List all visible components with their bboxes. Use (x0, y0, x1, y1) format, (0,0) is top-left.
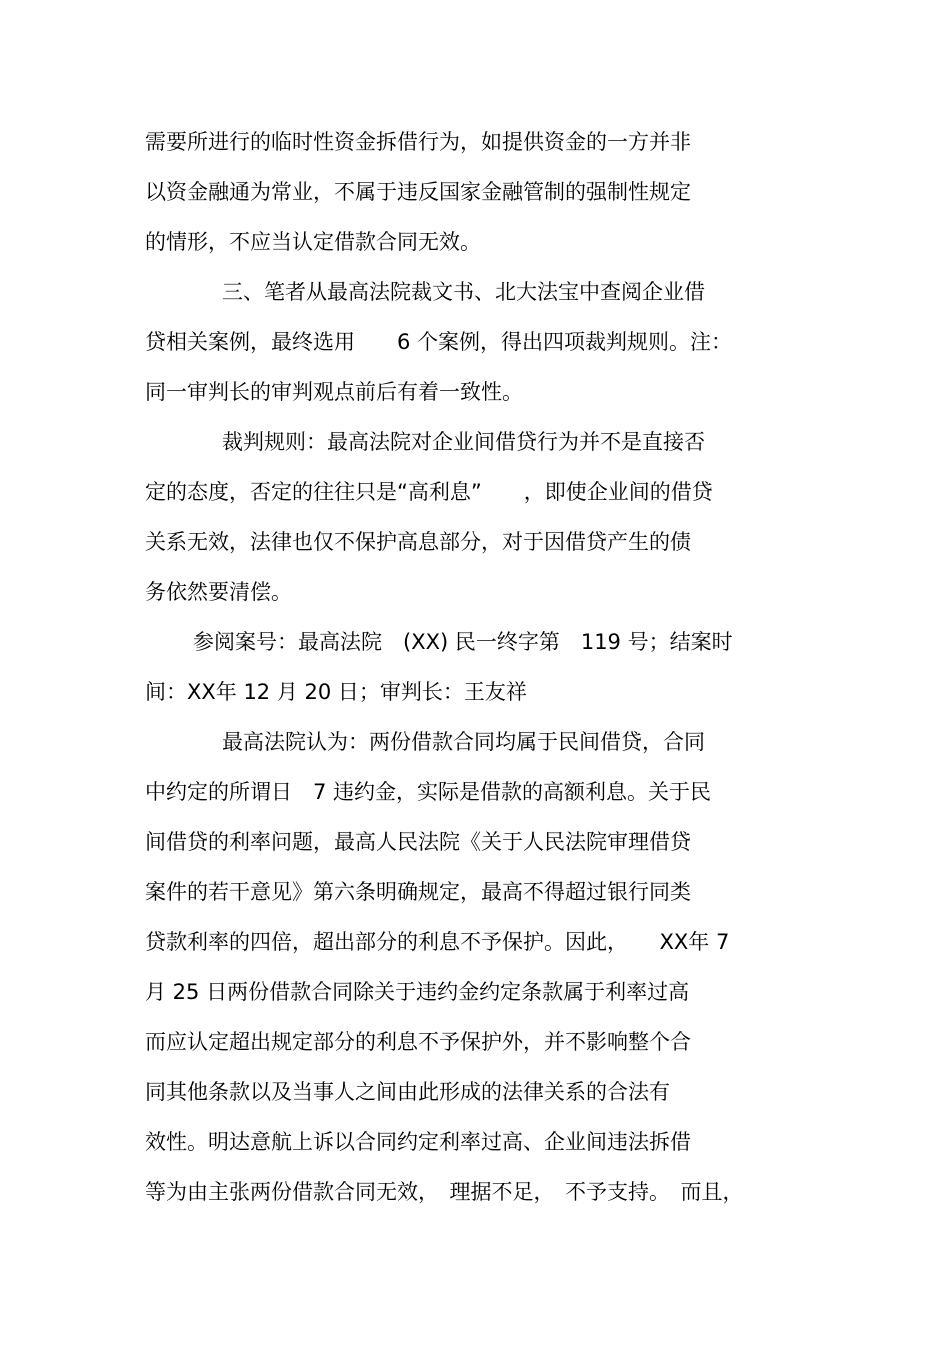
text-line: 间借贷的利率问题，最高人民法院《关于人民法院审理借贷 (145, 830, 691, 854)
text-line: 贷款利率的四倍，超出部分的利息不予保护。因此， XX年 7 (145, 930, 730, 954)
paragraph-start: 裁判规则：最高法院对企业间借贷行为并不是直接否 (222, 430, 705, 454)
text-line: 贷相关案例，最终选用 6 个案例，得出四项裁判规则。注： (145, 330, 733, 354)
text-line: 关系无效，法律也仅不保护高息部分，对于因借贷产生的债 (145, 530, 691, 554)
text-line: 等为由主张两份借款合同无效， 理据不足， 不予支持。 而且， (145, 1180, 744, 1204)
case-reference: 参阅案号：最高法院 (XX) 民一终字第 119 号；结案时 (193, 630, 733, 654)
text-line: 的情形，不应当认定借款合同无效。 (145, 230, 481, 254)
text-line: 案件的若干意见》第六条明确规定，最高不得超过银行同类 (145, 880, 691, 904)
text-line: 需要所进行的临时性资金拆借行为，如提供资金的一方并非 (145, 130, 691, 154)
paragraph-start: 最高法院认为：两份借款合同均属于民间借贷，合同 (222, 730, 705, 754)
text-line: 效性。明达意航上诉以合同约定利率过高、企业间违法拆借 (145, 1130, 691, 1154)
text-line: 而应认定超出规定部分的利息不予保护外，并不影响整个合 (145, 1030, 691, 1054)
text-line: 间：XX年 12 月 20 日；审判长：王友祥 (145, 680, 527, 704)
text-line: 务依然要清偿。 (145, 580, 292, 604)
text-line: 中约定的所谓日 7 违约金，实际是借款的高额利息。关于民 (145, 780, 712, 804)
text-line: 定的态度，否定的往往只是“高利息” ，即使企业间的借贷 (145, 480, 713, 504)
paragraph-start: 三、笔者从最高法院裁文书、北大法宝中查阅企业借 (222, 280, 705, 304)
text-line: 月 25 日两份借款合同除关于违约金约定条款属于利率过高 (145, 980, 690, 1004)
text-line: 同一审判长的审判观点前后有着一致性。 (145, 380, 523, 404)
text-line: 以资金融通为常业，不属于违反国家金融管制的强制性规定 (145, 180, 691, 204)
text-line: 同其他条款以及当事人之间由此形成的法律关系的合法有 (145, 1080, 670, 1104)
